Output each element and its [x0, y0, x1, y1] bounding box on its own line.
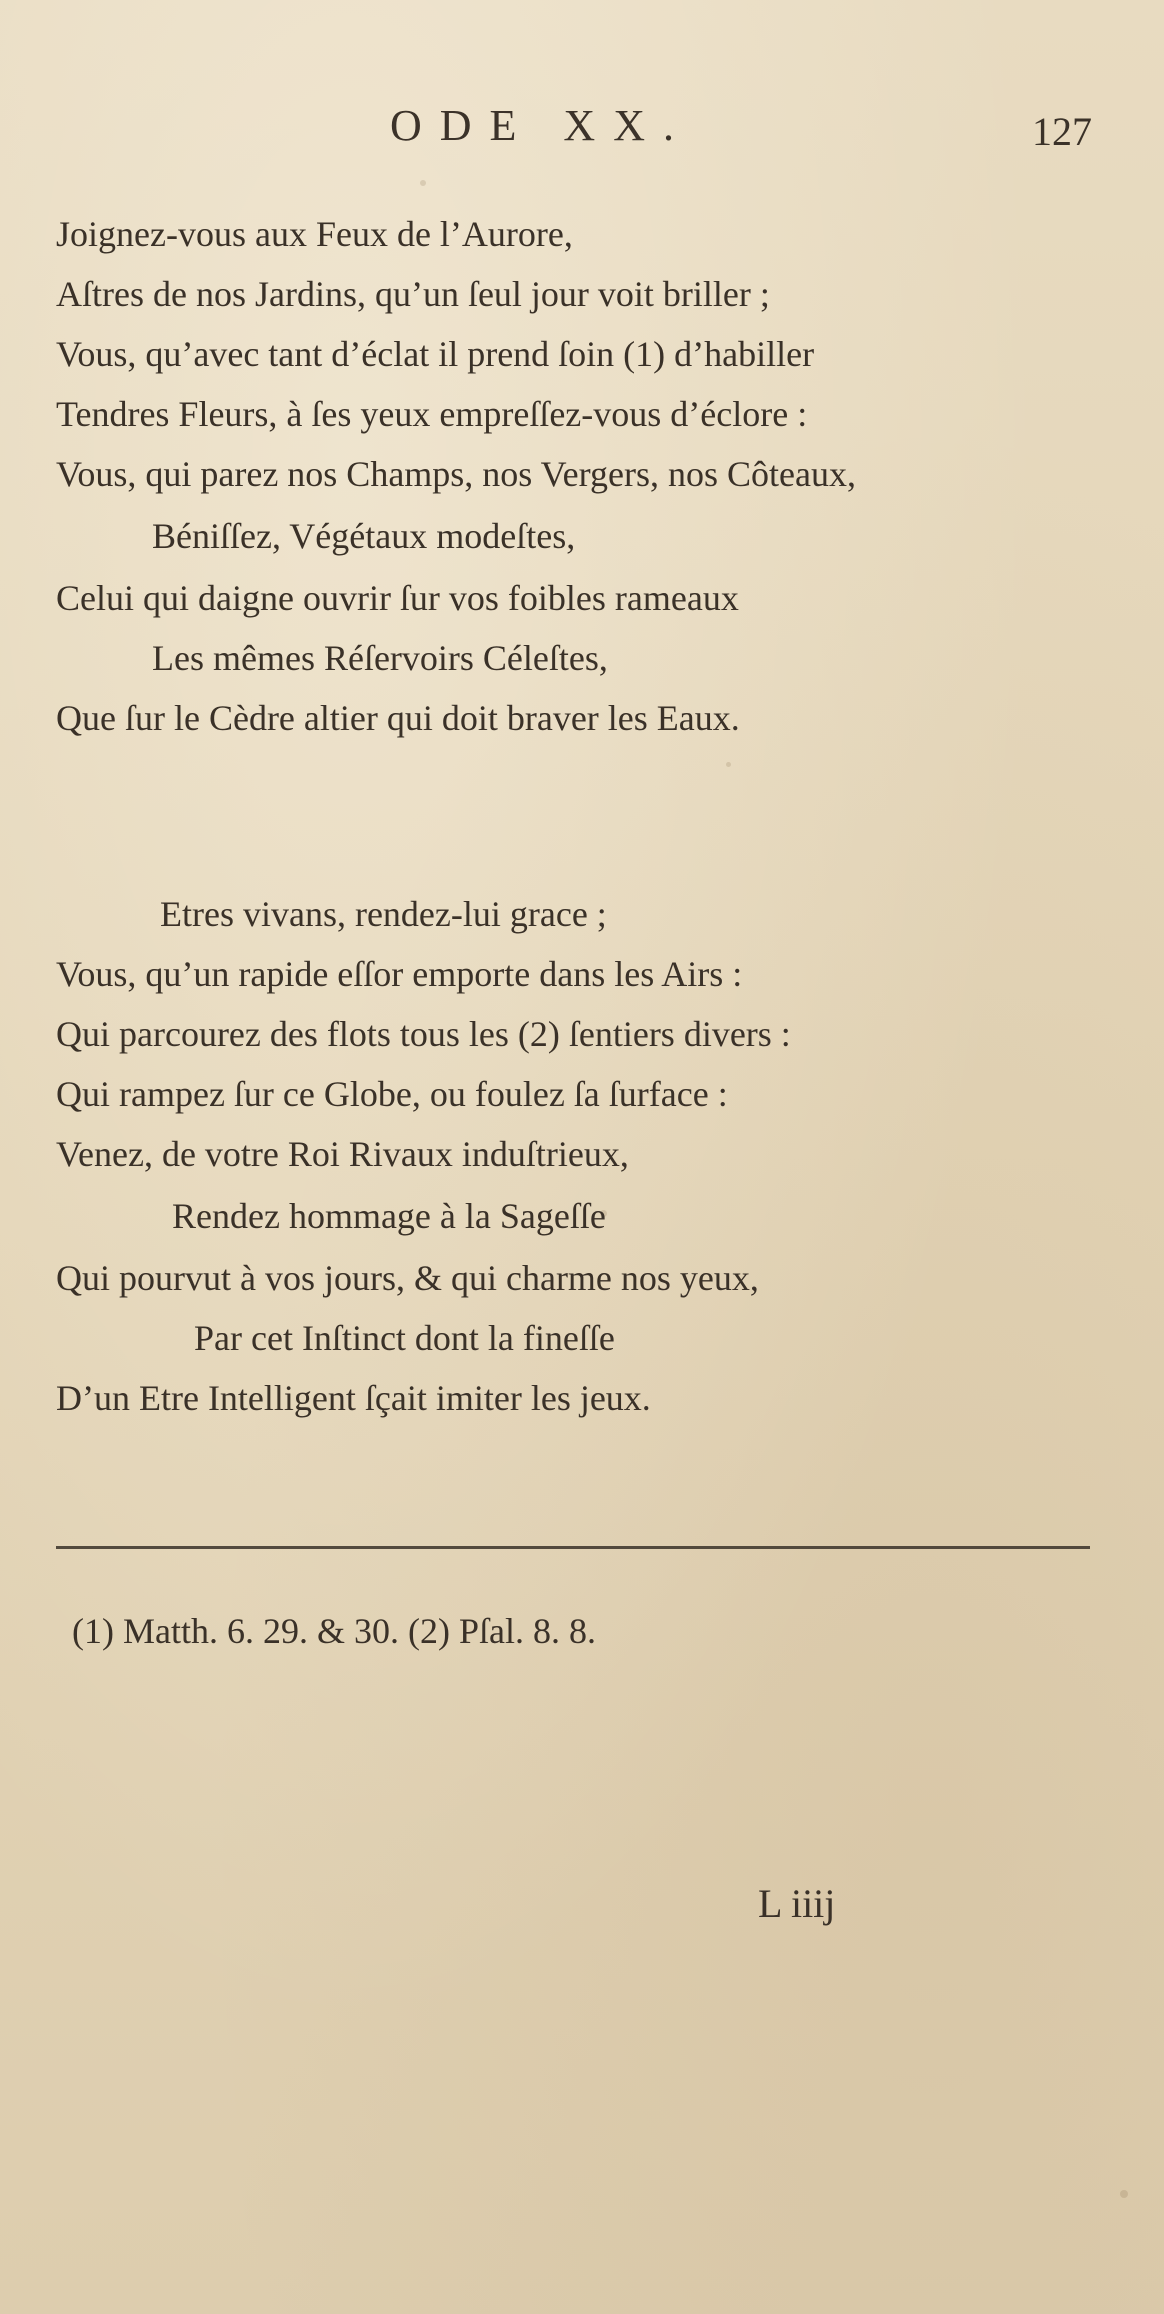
paper-speck [1120, 2190, 1128, 2198]
verse-line: Qui rampez ſur ce Globe, ou foulez ſa ſurface : [56, 1074, 728, 1114]
verse-line: Que ſur le Cèdre altier qui doit braver les Eaux. [56, 698, 740, 738]
verse-line: Qui parcourez des flots tous les (2) ſentiers divers : [56, 1014, 791, 1054]
verse-line: Vous, qui parez nos Champs, nos Vergers, nos Côteaux, [56, 454, 856, 494]
verse-line: Tendres Fleurs, à ſes yeux empreſſez-vous d’éclore : [56, 394, 808, 434]
signature-mark: L iiij [758, 1881, 836, 1926]
verse-line: Par cet Inſtinct dont la fineſſe [194, 1318, 615, 1358]
footnote-rule [56, 1546, 1090, 1549]
paper-speck [420, 180, 426, 186]
verse-line: Etres vivans, rendez-lui grace ; [160, 894, 607, 934]
verse-line: Joignez-vous aux Feux de l’Aurore, [56, 214, 573, 254]
paper-speck [726, 762, 731, 767]
verse-line: Béniſſez, Végétaux modeſtes, [152, 516, 576, 556]
verse-line: Rendez hommage à la Sageſſe [172, 1196, 606, 1236]
page-number: 127 [1032, 109, 1092, 154]
verse-line: Vous, qu’avec tant d’éclat il prend ſoin (1) d’habiller [56, 334, 815, 374]
verse-line: Vous, qu’un rapide eſſor emporte dans les Airs : [56, 954, 743, 994]
page-header [0, 100, 1164, 160]
verse-line: Aſtres de nos Jardins, qu’un ſeul jour voit briller ; [56, 274, 770, 314]
footnotes: (1) Matth. 6. 29. & 30. (2) Pſal. 8. 8. [72, 1611, 596, 1651]
verse-line: Celui qui daigne ouvrir ſur vos foibles rameaux [56, 578, 739, 618]
running-title: ODE XX. [390, 101, 692, 150]
verse-line: Venez, de votre Roi Rivaux induſtrieux, [56, 1134, 629, 1174]
verse-line: Les mêmes Réſervoirs Céleſtes, [152, 638, 608, 678]
verse-line: Qui pourvut à vos jours, & qui charme nos yeux, [56, 1258, 759, 1298]
verse-line: D’un Etre Intelligent ſçait imiter les jeux. [56, 1378, 651, 1418]
